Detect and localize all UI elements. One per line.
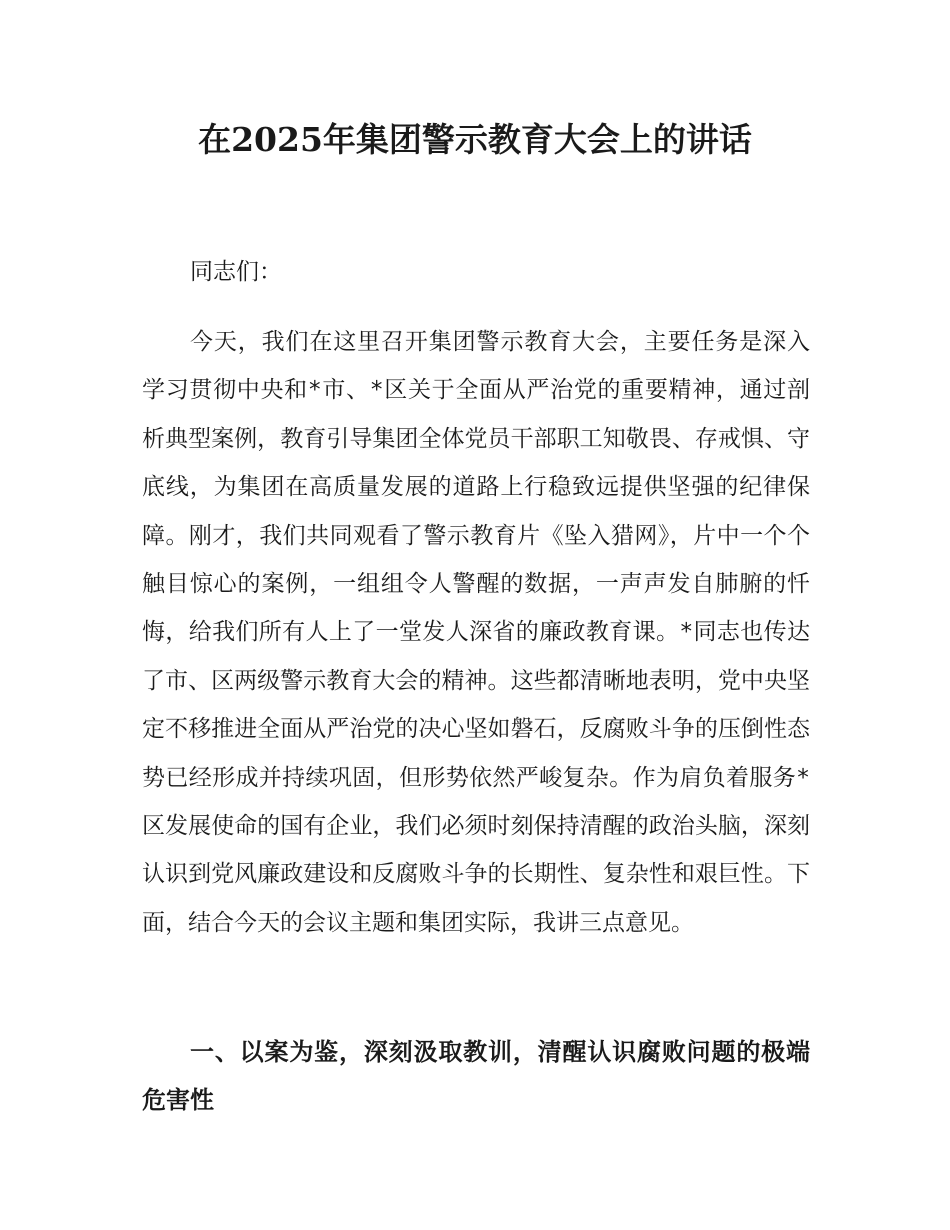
salutation: 同志们： xyxy=(190,259,282,285)
body-paragraph: 今天，我们在这里召开集团警示教育大会，主要任务是深入学习贯彻中央和*市、*区关于全面从严治党的重要精神，通过剖析典型案例，教育引导集团全体党员干部职工知敬畏、存戒惧、守底线，为集团在高质量发展的道路上行稳致远提供坚强的纪律保障。刚才，我们共同观看了警示教育片《坠入猎网》，片中一个个触目惊心的案例，一组组令人警醒的数据，一声声发自肺腑的忏悔，给我们所有人上了一堂发人深省的廉政教育课。*同志也传达了市、区两级警示教育大会的精神。这些都清晰地表明，党中央坚定不移推进全面从严治党的决心坚如磐石，反腐败斗争的压倒性态势已经形成并持续巩固，但形势依然严峻复杂。作为肩负着服务*区发展使命的国有企业，我们必须时刻保持清醒的政治头脑，深刻认识到党风廉政建设和反腐败斗争的长期性、复杂性和艰巨性。下面，结合今天的会议主题和集团实际，我讲三点意见。 xyxy=(142,329,810,936)
document-title: 在2025年集团警示教育大会上的讲话 xyxy=(198,120,752,159)
section-heading: 一、以案为鉴，深刻汲取教训，清醒认识腐败问题的极端危害性 xyxy=(142,1038,810,1114)
